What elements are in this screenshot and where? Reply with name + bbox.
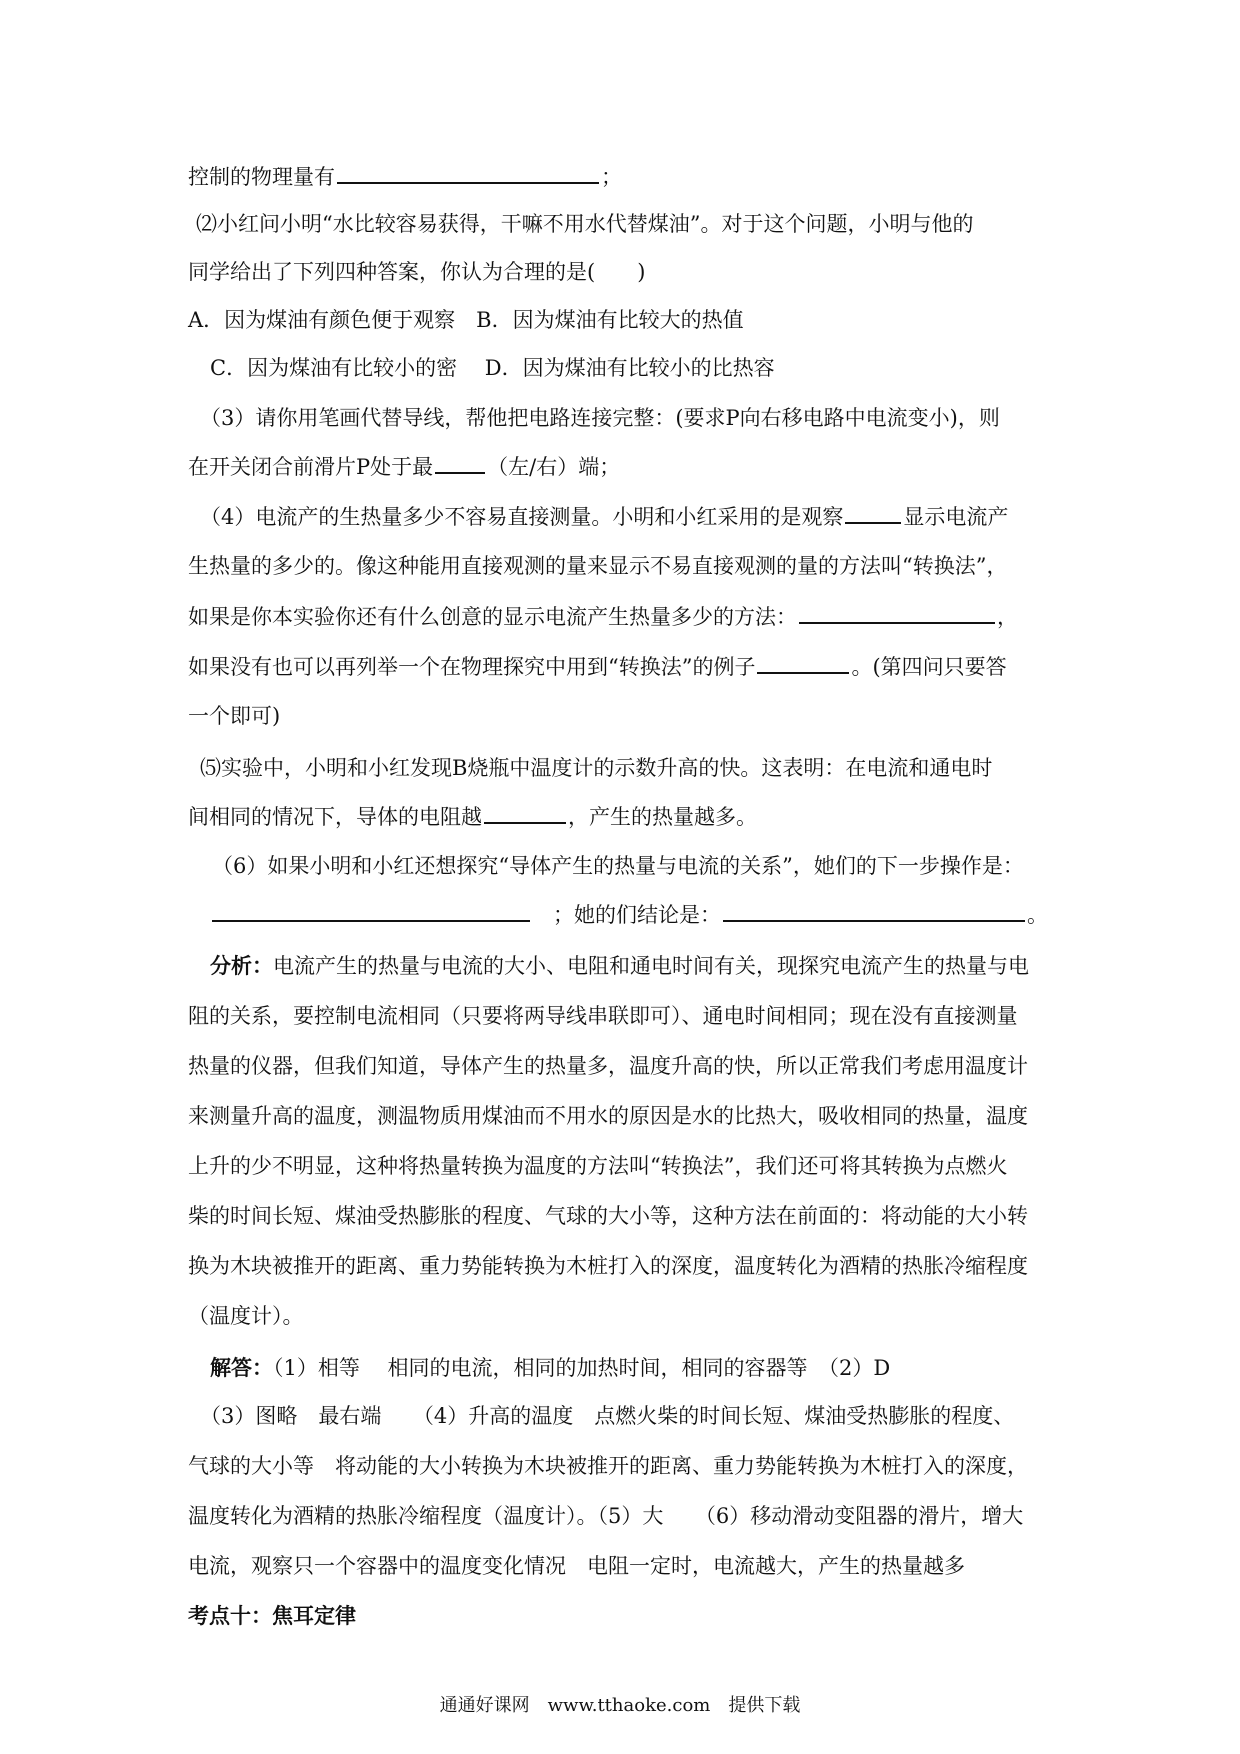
answer-line: 电流，观察只一个容器中的温度变化情况 电阻一定时，电流越大，产生的热量越多: [188, 1554, 965, 1578]
answer-blank: [845, 500, 901, 524]
answer-label: 解答：: [210, 1356, 273, 1380]
question-line: 在开关闭合前滑片P处于最 （左/右）端；: [188, 450, 1068, 483]
answer-blank: [757, 650, 849, 674]
analysis-line: 换为木块被推开的距离、重力势能转换为木桩打入的深度，温度转化为酒精的热胀冷缩程度: [188, 1254, 1028, 1278]
answer-blank: [435, 450, 485, 474]
answer-line: 解答：（1）相等 相同的电流，相同的加热时间，相同的容器等 （2）D: [210, 1356, 891, 1380]
question-line: 如果没有也可以再列举一个在物理探究中用到“转换法”的例子 。(第四问只要答: [188, 650, 1068, 683]
question-line: 同学给出了下列四种答案，你认为合理的是( ): [188, 260, 646, 284]
question-line: （3）请你用笔画代替导线，帮他把电路连接完整：(要求P向右移电路中电流变小)，则: [200, 406, 1000, 430]
answer-blank: [212, 898, 530, 922]
question-line: ⑵小红问小明“水比较容易获得，干嘛不用水代替煤油”。对于这个问题，小明与他的: [196, 212, 974, 236]
page-footer: 通通好课网 www.tthaoke.com 提供下载: [439, 1695, 801, 1716]
question-line: （4）电流产的生热量多少不容易直接测量。小明和小红采用的是观察 显示电流产: [200, 500, 1080, 533]
option-line: C．因为煤油有比较小的密 D．因为煤油有比较小的比热容: [210, 356, 775, 380]
answer-line: 气球的大小等 将动能的大小转换为木块被推开的距离、重力势能转换为木桩打入的深度，: [188, 1454, 1028, 1478]
answer-line: （3）图略 最右端 （4）升高的温度 点燃火柴的时间长短、煤油受热膨胀的程度、: [200, 1404, 1015, 1428]
analysis-line: 来测量升高的温度，测温物质用煤油而不用水的原因是水的比热大，吸收相同的热量，温度: [188, 1104, 1028, 1128]
option-line: A．因为煤油有颜色便于观察 B．因为煤油有比较大的热值: [188, 308, 744, 332]
analysis-line: 柴的时间长短、煤油受热膨胀的程度、气球的大小等，这种方法在前面的：将动能的大小转: [188, 1204, 1028, 1228]
question-line: 间相同的情况下，导体的电阻越 ，产生的热量越多。: [188, 800, 1068, 833]
question-line: ⑸实验中，小明和小红发现B烧瓶中温度计的示数升高的快。这表明：在电流和通电时: [200, 756, 993, 780]
question-line: 一个即可): [188, 704, 281, 728]
answer-blank: [484, 800, 566, 824]
question-line: 控制的物理量有 ；: [188, 160, 1068, 193]
section-title: 考点十：焦耳定律: [188, 1604, 356, 1628]
question-line: 生热量的多少的。像这种能用直接观测的量来显示不易直接观测的量的方法叫“转换法”，: [188, 554, 1008, 578]
analysis-line: （温度计）。: [188, 1304, 304, 1328]
question-line: 如果是你本实验你还有什么创意的显示电流产生热量多少的方法： ，: [188, 600, 1068, 633]
question-line: （6）如果小明和小红还想探究“导体产生的热量与电流的关系”，她们的下一步操作是：: [212, 854, 1024, 878]
analysis-line: 上升的少不明显，这种将热量转换为温度的方法叫“转换法”，我们还可将其转换为点燃火: [188, 1154, 1008, 1178]
answer-blank: [337, 160, 599, 184]
analysis-line: 阻的关系，要控制电流相同（只要将两导线串联即可）、通电时间相同；现在没有直接测量: [188, 1004, 1018, 1028]
answer-blank: [799, 600, 995, 624]
answer-blank: [723, 898, 1025, 922]
answer-line: 温度转化为酒精的热胀冷缩程度（温度计）。（5）大 （6）移动滑动变阻器的滑片，增大: [188, 1504, 1024, 1528]
analysis-line: 分析：电流产生的热量与电流的大小、电阻和通电时间有关，现探究电流产生的热量与电: [210, 954, 1029, 978]
analysis-line: 热量的仪器，但我们知道，导体产生的热量多，温度升高的快，所以正常我们考虑用温度计: [188, 1054, 1028, 1078]
question-line: ；她的们结论是： 。: [210, 898, 1090, 931]
analysis-label: 分析：: [210, 954, 273, 978]
